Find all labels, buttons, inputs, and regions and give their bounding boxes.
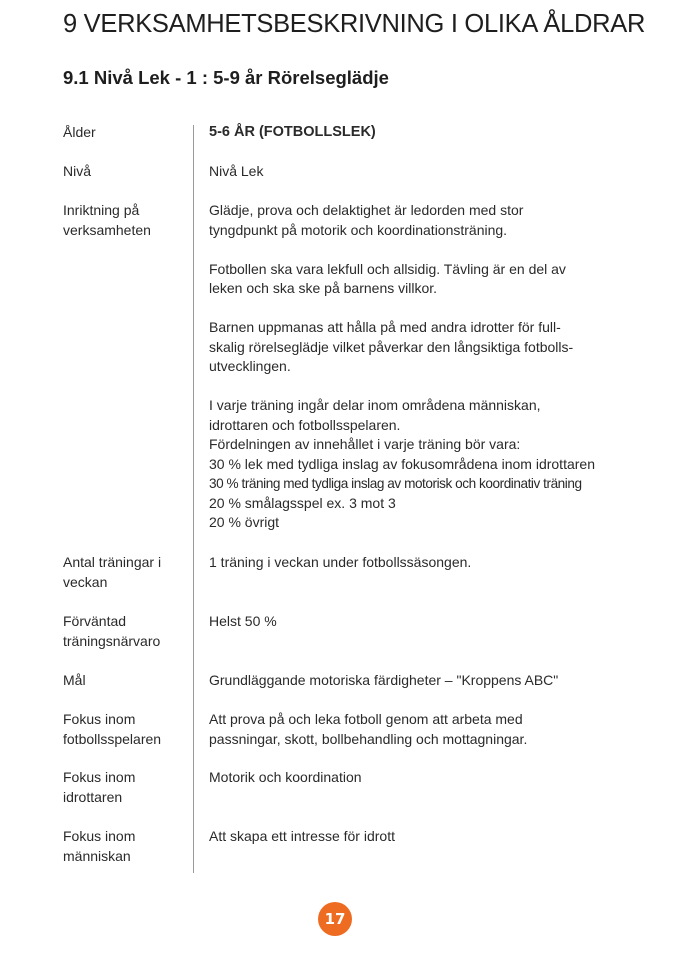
row-label: Mål: [63, 672, 86, 688]
row-label: Nivå: [63, 163, 92, 179]
page-number: 17: [324, 910, 346, 928]
row-value-athlete-focus: Motorik och koordination: [209, 769, 362, 785]
row-value-age: 5-6 ÅR (FOTBOLLSLEK): [209, 124, 376, 140]
row-label: Förväntad träningsnärvaro: [63, 613, 161, 649]
row-value-attendance: Helst 50 %: [209, 613, 277, 629]
section-title: 9.1 Nivå Lek - 1 : 5-9 år Rörelseglädje: [63, 67, 389, 88]
row-label: Inriktning på verksamheten: [63, 202, 151, 238]
paragraph: Glädje, prova och delaktighet är ledorden med stor tyngdpunkt på motorik och koordinationsträning.: [209, 202, 524, 238]
row-label: Fokus inom människan: [63, 828, 136, 864]
row-label: Antal träningar i veckan: [63, 554, 162, 590]
paragraph: Barnen uppmanas att hålla på med andra idrotter för full- skalig rörelseglädje vilket påverkar den långsiktiga fotbolls- utvecklingen.: [209, 319, 574, 374]
page-number-badge: [318, 902, 352, 936]
paragraph: Fotbollen ska vara lekfull och allsidig. Tävling är en del av leken och ska ske på barnens villkor.: [209, 260, 566, 296]
row-label: Fokus inom idrottaren: [63, 769, 136, 805]
row-value-focus: [209, 201, 629, 533]
row-label: Ålder: [63, 124, 96, 140]
row-value-sessions: 1 träning i veckan under fotbollssäsongen.: [209, 554, 472, 570]
page-title: 9 VERKSAMHETSBESKRIVNING I OLIKA ÅLDRAR: [63, 10, 646, 38]
row-value-football-focus: Att prova på och leka fotboll genom att arbeta med passningar, skott, bollbehandling och mottagningar.: [209, 711, 528, 747]
row-label: Fokus inom fotbollsspelaren: [63, 711, 162, 747]
column-divider: [193, 125, 194, 873]
paragraph: I varje träning ingår delar inom områdena människan, idrottaren och fotbollsspelaren. Fördelningen av innehållet i varje träning bör vara: 30 % lek med tydliga inslag av fokusområdena inom idrottaren 30 % träning med tydliga inslag av motorisk och koordinativ träning 20 % smålagsspel ex. 3 mot 3 20 % övrigt: [209, 397, 595, 530]
row-value-goal: Grundläggande motoriska färdigheter – "Kroppens ABC": [209, 672, 559, 688]
row-value-human-focus: Att skapa ett intresse för idrott: [209, 828, 395, 844]
row-value-level: Nivå Lek: [209, 163, 264, 179]
